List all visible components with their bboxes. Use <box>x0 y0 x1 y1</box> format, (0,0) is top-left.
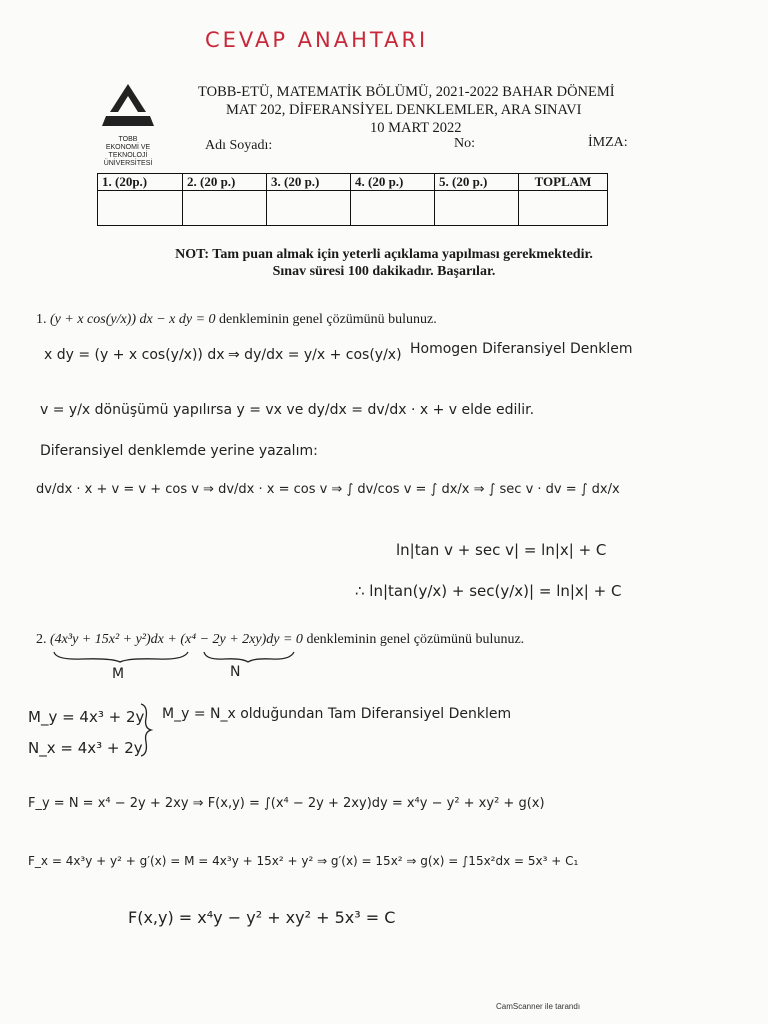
q2-solution-my: M_y = 4x³ + 2y <box>28 708 145 726</box>
q2-solution-nx: N_x = 4x³ + 2y <box>28 739 143 757</box>
exam-header-line2: MAT 202, DİFERANSİYEL DENKLEMLER, ARA SINAVI <box>226 102 582 118</box>
q1-solution-final: ∴ ln|tan(y/x) + sec(y/x)| = ln|x| + C <box>355 582 622 600</box>
note-line1: NOT: Tam puan almak için yeterli açıklama yapılması gerekmektedir. <box>175 247 593 262</box>
answer-key-title: CEVAP ANAHTARI <box>205 28 429 52</box>
q2-solution-exact-note: M_y = N_x olduğundan Tam Diferansiyel Denklem <box>162 706 512 722</box>
q1-solution-line1a: x dy = (y + x cos(y/x)) dx <box>44 347 225 363</box>
logo-text-3: ÜNİVERSİTESİ <box>103 160 153 167</box>
q2-solution-final: F(x,y) = x⁴y − y² + xy² + 5x³ = C <box>128 908 396 927</box>
label-n: N <box>230 664 241 680</box>
exam-header-line3: 10 MART 2022 <box>370 120 462 136</box>
q1-solution-line1b: ⇒ dy/dx = y/x + cos(y/x) <box>228 347 402 363</box>
score-header-q5: 5. (20 p.) <box>435 174 519 191</box>
scanner-watermark: CamScanner ile tarandı <box>496 1002 581 1011</box>
logo-text-1: TOBB <box>118 136 138 143</box>
question-1-equation: (y + x cos(y/x)) dx − x dy = 0 <box>50 312 216 327</box>
score-header-q3: 3. (20 p.) <box>267 174 351 191</box>
note-line2: Sınav süresi 100 dakikadır. Başarılar. <box>272 264 496 279</box>
question-1-prompt: denkleminin genel çözümünü bulunuz. <box>219 312 437 327</box>
question-2 <box>36 632 524 648</box>
m-brace-icon <box>52 650 192 664</box>
score-cell <box>519 191 608 226</box>
score-cell <box>351 191 435 226</box>
score-cell <box>267 191 351 226</box>
q1-solution-line3: Diferansiyel denklemde yerine yazalım: <box>40 443 318 459</box>
n-brace-icon <box>202 650 297 664</box>
score-cell <box>183 191 267 226</box>
score-header-q4: 4. (20 p.) <box>351 174 435 191</box>
score-header-q2: 2. (20 p.) <box>183 174 267 191</box>
q1-solution-line2: v = y/x dönüşümü yapılırsa y = vx ve dy/dx = dv/dx · x + v elde edilir. <box>40 402 535 418</box>
score-header-q1: 1. (20p.) <box>98 174 183 191</box>
q2-solution-fy: F_y = N = x⁴ − 2y + 2xy ⇒ F(x,y) = ∫(x⁴ − 2y + 2xy)dy = x⁴y − y² + xy² + g(x) <box>28 796 545 811</box>
question-2-number: 2. <box>36 632 47 647</box>
label-m: M <box>112 666 125 682</box>
curly-brace-icon <box>138 702 154 758</box>
q2-solution-fx: F_x = 4x³y + y² + g′(x) = M = 4x³y + 15x² + y² ⇒ g′(x) = 15x² ⇒ g(x) = ∫15x²dx = 5x³ + C₁ <box>28 854 579 868</box>
question-1 <box>36 312 437 328</box>
question-2-equation: (4x³y + 15x² + y²)dx + (x⁴ − 2y + 2xy)dy = 0 <box>50 632 303 647</box>
score-cell <box>98 191 183 226</box>
question-2-prompt: denkleminin genel çözümünü bulunuz. <box>306 632 525 647</box>
logo-text-2: EKONOMİ VE TEKNOLOJİ <box>105 144 151 159</box>
name-label: Adı Soyadı: <box>205 138 273 153</box>
signature-label: İMZA: <box>588 135 628 150</box>
q1-solution-homogeneous-note: Homogen Diferansiyel Denklem <box>410 341 633 357</box>
question-1-number: 1. <box>36 312 47 327</box>
exam-header-line1: TOBB-ETÜ, MATEMATİK BÖLÜMÜ, 2021-2022 BAHAR DÖNEMİ <box>198 84 615 100</box>
score-cell <box>435 191 519 226</box>
student-no-label: No: <box>454 136 475 151</box>
score-header-total: TOPLAM <box>519 174 608 191</box>
logo-emblem-icon <box>88 82 168 132</box>
q1-solution-line4: dv/dx · x + v = v + cos v ⇒ dv/dx · x = cos v ⇒ ∫ dv/cos v = ∫ dx/x ⇒ ∫ sec v · dv = ∫ dx/x <box>36 482 620 497</box>
score-table <box>97 173 608 226</box>
university-logo <box>88 82 168 168</box>
q1-solution-line5: ln|tan v + sec v| = ln|x| + C <box>396 541 607 559</box>
